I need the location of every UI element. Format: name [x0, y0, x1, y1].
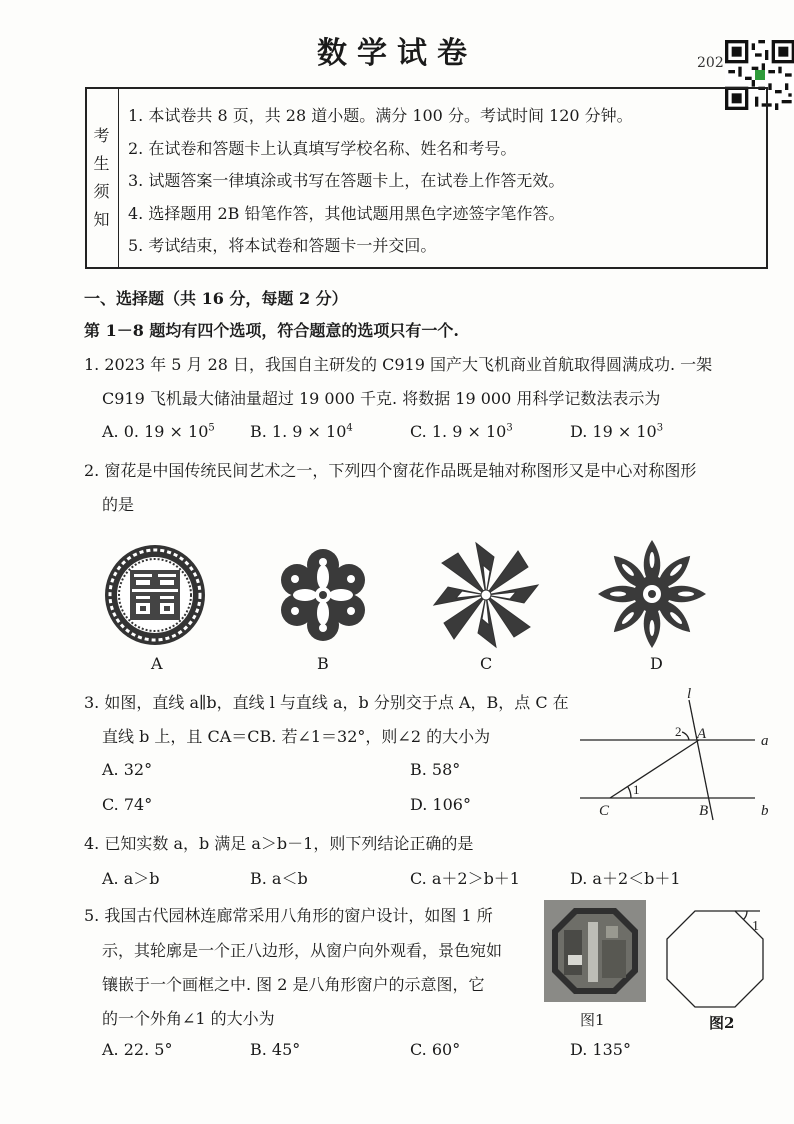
line-l — [689, 700, 713, 820]
section-heading: 一、选择题（共 16 分，每题 2 分） — [84, 289, 348, 308]
notice-label-char: 生 — [93, 154, 110, 173]
paper-cut-a-image[interactable] — [103, 543, 207, 647]
q1-option-d[interactable]: D. $19 \times 10^3$ — [570, 422, 664, 441]
q2-text-line1: 2. 窗花是中国传统民间艺术之一，下列四个窗花作品既是轴对称图形又是中心对称图形 — [84, 461, 697, 480]
paper-cut-b-label: B — [317, 654, 329, 673]
q3-text-line1: 3. 如图，直线 a∥b，直线 l 与直线 a，b 分别交于点 A，B，点 C 在 — [84, 693, 569, 712]
q4-text-line1: 4. 已知实数 a，b 满足 a＞b－1，则下列结论正确的是 — [84, 834, 474, 853]
angle-1-label: 1 — [633, 782, 640, 797]
q3-option-c[interactable]: C. 74° — [102, 795, 153, 814]
q5-text-line2: 示，其轮廓是一个正八边形，从窗户向外观看，景色宛如 — [102, 941, 503, 960]
label-a: a — [761, 733, 769, 749]
q1-option-b[interactable]: B. 1. $9 \times 10^4$ — [250, 422, 353, 441]
point-a-label: A — [697, 726, 707, 742]
figure2-caption: 图2 — [709, 1014, 735, 1032]
paper-cut-a-label: A — [151, 654, 163, 673]
paper-cut-c-label: C — [480, 654, 493, 673]
q1-text-line1: 1. 2023 年 5 月 28 日，我国自主研发的 C919 国产大飞机商业首航取得圆满成功. 一架 — [84, 355, 713, 374]
page-title: 数学试卷 — [317, 36, 477, 71]
q3-option-d[interactable]: D. 106° — [410, 795, 471, 814]
q5-option-b[interactable]: B. 45° — [250, 1040, 301, 1059]
octagon-diagram — [660, 905, 772, 1009]
year-text: 202 — [697, 55, 724, 71]
q4-option-b[interactable]: B. a＜b — [250, 869, 308, 888]
q3-option-b[interactable]: B. 58° — [410, 760, 461, 779]
label-l: l — [687, 686, 692, 702]
q3-option-a[interactable]: A. 32° — [102, 760, 153, 779]
figure1-caption: 图1 — [580, 1011, 605, 1029]
notice-label-char: 知 — [93, 210, 110, 229]
q5-text-line3: 镶嵌于一个画框之中. 图 2 是八角形窗户的示意图，它 — [102, 975, 485, 994]
paper-cut-d-image[interactable] — [596, 538, 708, 650]
q4-option-c[interactable]: C. a＋2＞b＋1 — [410, 869, 520, 888]
q1-option-a[interactable]: A. 0. $19 \times 10^5$ — [102, 422, 215, 441]
notice-item: 3. 试题答案一律填涂或书写在答题卡上，在试卷上作答无效。 — [128, 171, 565, 191]
octagon-window-photo — [544, 900, 646, 1002]
notice-label-char: 须 — [93, 182, 110, 201]
notice-label — [85, 87, 119, 269]
notice-item: 2. 在试卷和答题卡上认真填写学校名称、姓名和考号。 — [128, 138, 517, 158]
q5-text-line1: 5. 我国古代园林连廊常采用八角形的窗户设计，如图 1 所 — [84, 906, 493, 925]
q5-text-line4: 的一个外角∠1 的大小为 — [102, 1009, 275, 1028]
notice-label-char: 考 — [93, 126, 110, 145]
q5-option-c[interactable]: C. 60° — [410, 1040, 461, 1059]
q5-option-d[interactable]: D. 135° — [570, 1040, 631, 1059]
q1-text-line2: C919 飞机最大储油量超过 19 000 千克. 将数据 19 000 用科学记数法表示为 — [102, 389, 661, 408]
angle-2-label: 2 — [675, 724, 682, 739]
q1-option-c[interactable]: C. 1. $9 \times 10^3$ — [410, 422, 513, 441]
q2-text-line2: 的是 — [102, 495, 135, 514]
point-b-label: B — [699, 803, 709, 819]
exterior-angle-label: 1 — [752, 919, 759, 934]
q4-option-d[interactable]: D. a＋2＜b＋1 — [570, 869, 681, 888]
q3-text-line2: 直线 b 上，且 CA＝CB. 若∠1＝32°，则∠2 的大小为 — [102, 727, 491, 746]
section-instruction: 第 1－8 题均有四个选项，符合题意的选项只有一个. — [84, 321, 459, 340]
notice-items — [128, 100, 633, 263]
notice-item: 5. 考试结束，将本试卷和答题卡一并交回。 — [128, 236, 437, 256]
q3-geometry-figure — [575, 684, 775, 824]
notice-item: 1. 本试卷共 8 页，共 28 道小题。满分 100 分。考试时间 120 分钟。 — [128, 106, 633, 125]
paper-cut-d-label: D — [650, 654, 663, 673]
q5-option-a[interactable]: A. 22. 5° — [102, 1040, 173, 1059]
paper-cut-b-image[interactable] — [273, 543, 373, 647]
segment-ca — [610, 740, 699, 798]
q4-option-a[interactable]: A. a＞b — [102, 869, 160, 888]
notice-item: 4. 选择题用 2B 铅笔作答，其他试题用黑色字迹签字笔作答。 — [128, 203, 565, 223]
paper-cut-c-image[interactable] — [432, 541, 540, 649]
label-b: b — [761, 803, 769, 819]
point-c-label: C — [599, 803, 610, 819]
